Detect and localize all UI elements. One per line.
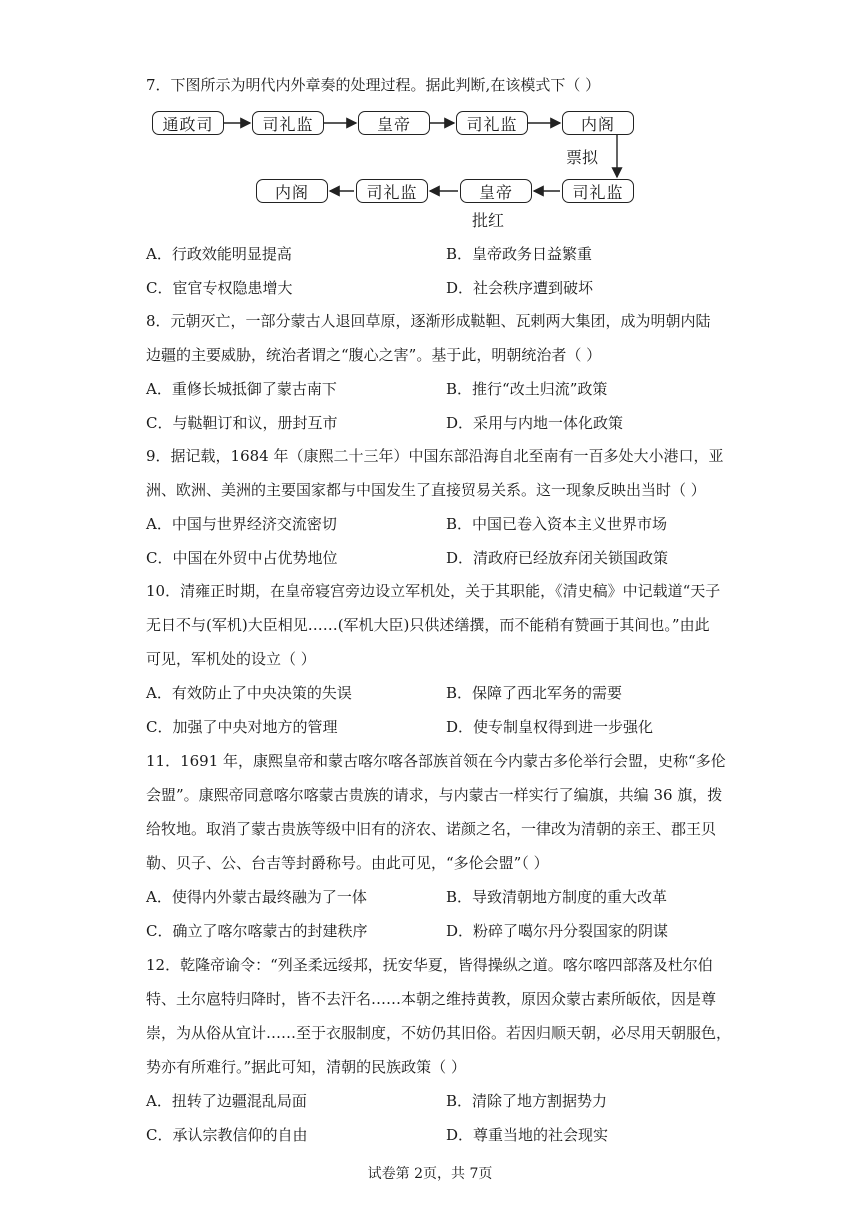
q11-stem-line-2: 会盟”。康熙帝同意喀尔喀蒙古贵族的请求，与内蒙古一样实行了编旗，共编 36 旗，拨 [146,786,723,804]
flow-box-silijian-1: 司礼监 [252,111,324,135]
q11-option-d: D．粉碎了噶尔丹分裂国家的阴谋 [446,922,669,940]
q7-option-c: C．宦官专权隐患增大 [146,279,293,297]
q10-option-c: C．加强了中央对地方的管理 [146,718,338,736]
q12-option-a: A．扭转了边疆混乱局面 [146,1092,307,1110]
flow-box-silijian-4: 司礼监 [356,179,428,203]
q9-option-c: C．中国在外贸中占优势地位 [146,549,338,567]
q9-stem-line-1: 9．据记载，1684 年（康熙二十三年）中国东部沿海自北至南有一百多处大小港口，亚 [146,447,724,465]
q7-option-a: A．行政效能明显提高 [146,245,292,263]
flow-box-neige-1: 内阁 [562,111,634,135]
q9-option-b: B．中国已卷入资本主义世界市场 [446,515,668,533]
q11-option-a: A．使得内外蒙古最终融为了一体 [146,888,367,906]
q11-stem-line-3: 给牧地。取消了蒙古贵族等级中旧有的济农、诺颜之名，一律改为清朝的亲王、郡王贝 [146,820,717,838]
q9-stem-line-2: 洲、欧洲、美洲的主要国家都与中国发生了直接贸易关系。这一现象反映出当时（ ） [146,481,706,499]
flow-box-silijian-2: 司礼监 [456,111,528,135]
q11-option-b: B．导致清朝地方制度的重大改革 [446,888,668,906]
q11-stem-line-4: 勒、贝子、公、台吉等封爵称号。由此可见，“多伦会盟”（ ） [146,854,549,872]
q10-option-d: D．使专制皇权得到进一步强化 [446,718,654,736]
q12-option-c: C．承认宗教信仰的自由 [146,1126,308,1144]
page-footer: 试卷第 2页，共 7页 [367,1166,493,1182]
q8-stem-line-2: 边疆的主要威胁，统治者谓之“腹心之害”。基于此，明朝统治者（ ） [146,346,602,364]
flow-label-piaoni: 票拟 [566,148,599,167]
q7-option-b: B．皇帝政务日益繁重 [446,245,593,263]
q8-stem-line-1: 8．元朝灭亡，一部分蒙古人退回草原，逐渐形成鞑靼、瓦剌两大集团，成为明朝内陆 [146,312,711,330]
flow-box-emperor-2: 皇帝 [460,179,532,203]
flow-label-pihong: 批红 [472,211,505,230]
q8-option-c: C．与鞑靼订和议，册封互市 [146,414,338,432]
q10-stem-line-1: 10．清雍正时期，在皇帝寝宫旁边设立军机处，关于其职能，《清史稿》中记载道“天子 [146,582,721,600]
q12-option-d: D．尊重当地的社会现实 [446,1126,609,1144]
q12-stem-line-1: 12．乾隆帝谕令：“列圣柔远绥邦，抚安华夏，皆得操纵之道。喀尔喀四部落及杜尔伯 [146,956,713,974]
q10-stem-line-3: 可见，军机处的设立（ ） [146,650,316,668]
q12-stem-line-2: 特、土尔扈特归降时，皆不去汗名……本朝之维持黄教，原因众蒙古素所皈依，因是尊 [146,990,717,1008]
q11-stem-line-1: 11．1691 年，康熙皇帝和蒙古喀尔喀各部族首领在今内蒙古多伦举行会盟，史称“多伦 [146,752,726,770]
q9-option-a: A．中国与世界经济交流密切 [146,515,337,533]
q10-option-a: A．有效防止了中央决策的失误 [146,684,352,702]
q7-stem: 7．下图所示为明代内外章奏的处理过程。据此判断,在该模式下（ ） [146,76,601,94]
flow-box-neige-2: 内阁 [256,179,328,203]
q10-stem-line-2: 无日不与(军机)大臣相见……(军机大臣)只供述缮撰，而不能稍有赞画于其间也。”由此 [146,616,710,634]
q8-option-d: D．采用与内地一体化政策 [446,414,624,432]
q9-option-d: D．清政府已经放弃闭关锁国政策 [446,549,669,567]
flow-box-tongzhengsi: 通政司 [152,111,224,135]
q11-option-c: C．确立了喀尔喀蒙古的封建秩序 [146,922,368,940]
q8-option-b: B．推行“改土归流”政策 [446,380,608,398]
q10-option-b: B．保障了西北军务的需要 [446,684,623,702]
q8-option-a: A．重修长城抵御了蒙古南下 [146,380,337,398]
flow-box-silijian-3: 司礼监 [562,179,634,203]
flow-box-emperor-1: 皇帝 [358,111,430,135]
q7-option-d: D．社会秩序遭到破坏 [446,279,594,297]
flow-arrows [0,0,860,260]
q12-option-b: B．清除了地方割据势力 [446,1092,608,1110]
q12-stem-line-3: 崇，为从俗从宜计……至于衣服制度，不妨仍其旧俗。若因归顺天朝，必尽用天朝服色， [146,1024,732,1042]
q12-stem-line-4: 势亦有所难行。”据此可知，清朝的民族政策（ ） [146,1058,466,1076]
